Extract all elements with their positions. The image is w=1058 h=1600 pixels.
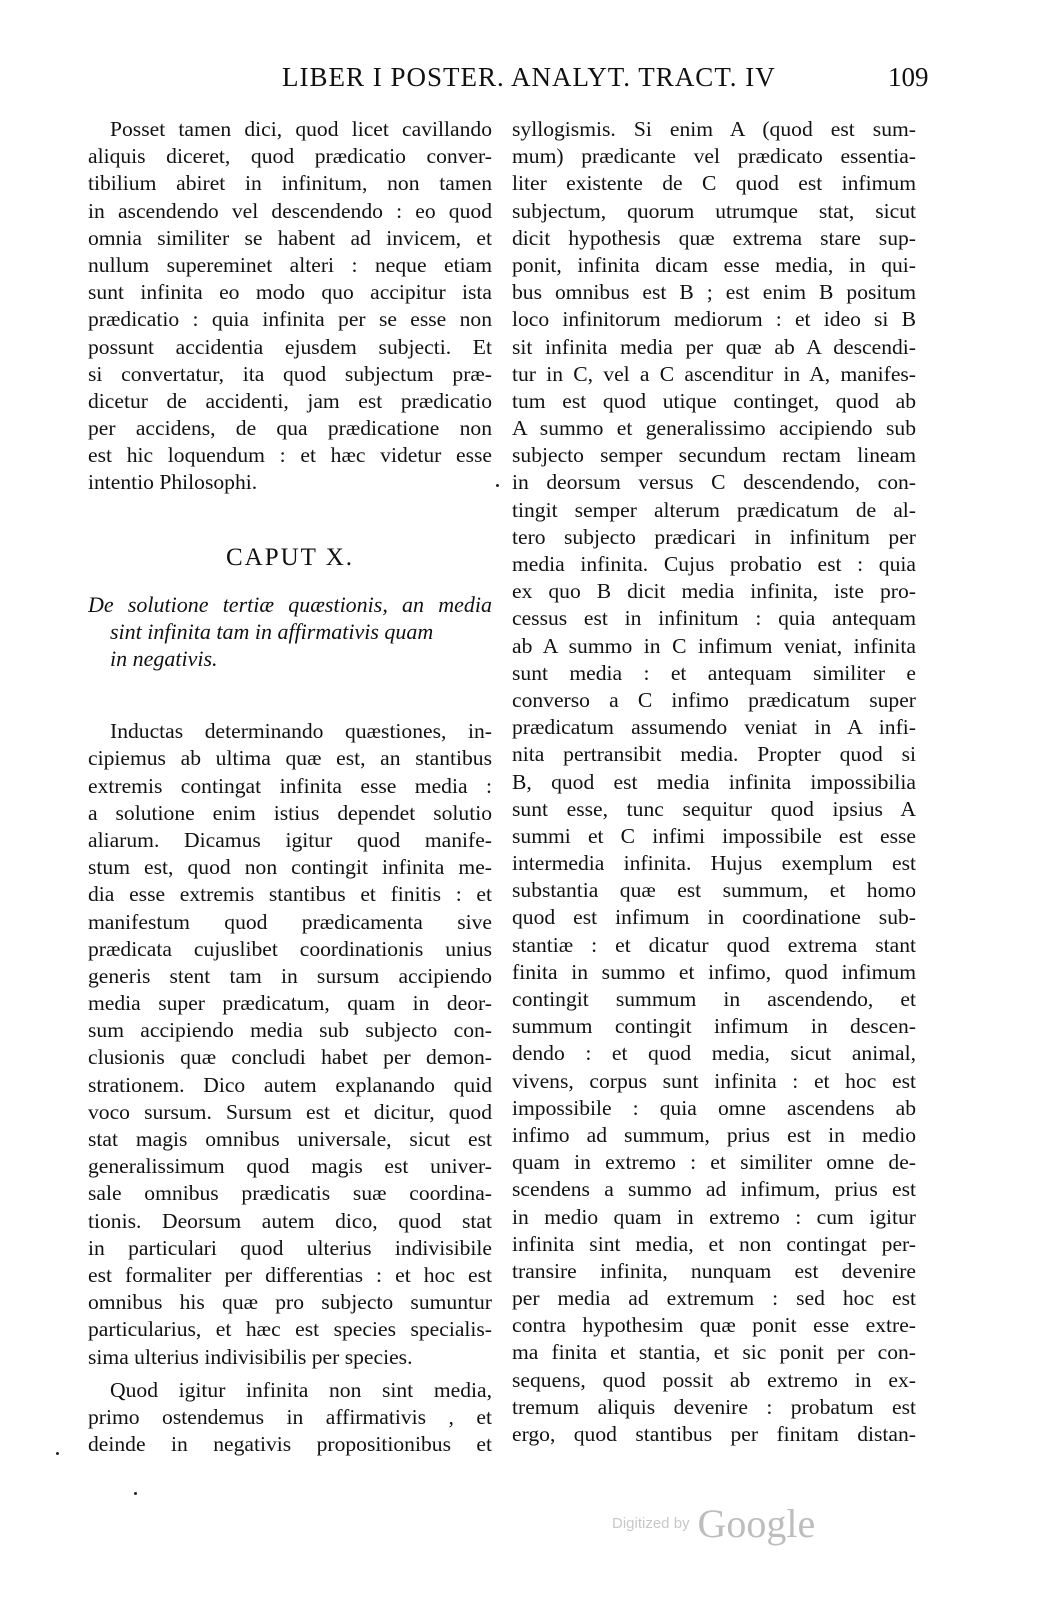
text-line: scendens a summo ad infimum, prius est [512,1177,916,1202]
left-column [88,116,492,1458]
text-line: nita pertransibit media. Propter quod si [512,742,916,767]
paragraph-continued [512,116,916,1448]
text-line: tingit semper alterum prædicatum de al- [512,497,916,522]
google-logo: Google [697,1501,816,1546]
text-line: summi et C infimi impossibile est esse [512,823,916,848]
subtitle-line: sint infinita tam in affirmativis quam [110,618,434,644]
text-line: ab A summo in C infimum veniat, infinita [512,633,916,658]
text-line: dicit hypothesis quæ extrema stare sup- [512,225,916,250]
text-line: contingit summum in ascendendo, et [512,987,916,1011]
text-line: strationem. Dico autem explanando quid [88,1072,492,1097]
text-line: quam in extremo : et similiter omne de- [512,1150,916,1175]
text-line: in particulari quod ulterius indivisibile [88,1235,492,1260]
text-line: converso a C infimo prædicatum super [512,687,916,712]
text-line: contra hypothesim quæ ponit esse extre- [512,1313,916,1338]
text-line: ponit, infinita dicam esse media, in qui- [512,252,916,277]
text-line: in medio quam in extremo : cum igitur [512,1204,916,1229]
text-line: sunt media : et antequam similiter e [512,660,916,685]
text-line: a solutione enim istius dependet solutio [88,800,492,825]
text-line: intentio Philosophi. [88,470,258,495]
text-line: subjecto semper secundum rectam lineam [512,443,916,468]
text-line: prædicatio : quia infinita per se esse non [88,307,492,332]
paragraph-3 [88,1377,492,1459]
text-line: summum contingit infimum in descen- [512,1014,916,1039]
text-line: media infinita. Cujus probatio est : quia [512,552,916,576]
text-line: per accidens, de qua prædicatione non [88,416,492,441]
text-line: particularius, et hæc est species specialis- [88,1317,492,1342]
text-line: impossibile : quia omne ascendens ab [512,1095,916,1120]
text-line: dia esse extremis stantibus et finitis : et [88,882,492,907]
text-line: aliquis diceret, quod prædicatio conver- [88,144,492,169]
text-line: ergo, quod stantibus per finitam distan- [512,1422,916,1446]
text-line: media super prædicatum, quam in deor- [88,991,492,1016]
text-line: est formaliter per differentias : et hoc est [88,1262,492,1287]
text-line: bus omnibus est B ; est enim B positum [512,280,916,305]
text-line: ex quo B dicit media infinita, iste pro- [512,579,916,604]
text-line: aliarum. Dicamus igitur quod manife- [88,827,492,852]
text-line: subjectum, quorum utrumque stat, sicut [512,198,916,223]
text-line: Posset tamen dici, quod licet cavillando [110,117,492,141]
text-line: transire infinita, nunquam est devenire [512,1258,916,1283]
text-line: liter existente de C quod est infimum [512,171,916,196]
text-line: tibilium abiret in infinitum, non tamen [88,171,492,196]
text-line: tionis. Deorsum autem dico, quod stat [88,1208,492,1233]
text-line: Inductas determinando quæstiones, in- [110,719,492,744]
text-line: si convertatur, ita quod subjectum præ- [88,361,492,386]
chapter-subtitle [88,591,492,673]
text-line: in ascendendo vel descendendo : eo quod [88,198,492,223]
text-line: in deorsum versus C descendendo, con- [512,470,916,495]
text-line: cipiemus ab ultima quæ est, an stantibus [88,746,492,771]
text-line: mum) prædicante vel prædicato essentia- [512,144,916,169]
text-line: sunt esse, tunc sequitur quod ipsius A [512,796,916,821]
text-line: voco sursum. Sursum est et dicitur, quod [88,1099,492,1124]
text-line: extremis contingat infinita esse media : [88,773,492,798]
text-line: manifestum quod prædicamenta sive [88,909,492,934]
text-line: syllogismis. Si enim A (quod est sum- [512,117,916,141]
text-line: tremum aliquis devenire : probatum est [512,1394,916,1419]
text-line: nullum supereminet alteri : neque etiam [88,252,492,277]
text-line: sum accipiendo media sub subjecto con- [88,1018,492,1043]
text-line: B, quod est media infinita impossibilia [512,769,916,794]
text-line: prædicatum assumendo veniat in A infi- [512,715,916,740]
text-line: sima ulterius indivisibilis per species. [88,1344,413,1369]
ink-speck [56,1452,59,1455]
text-line: dendo : et quod media, sicut animal, [512,1041,916,1066]
text-line: sit infinita media per quæ ab A descendi- [512,334,916,359]
text-line: per media ad extremum : sed hoc est [512,1286,916,1311]
text-line: est hic loquendum : et hæc videtur esse [88,443,492,468]
text-line: tero subjecto prædicari in infinitum per [512,524,916,549]
text-line: quod est infimum in coordinatione sub- [512,905,916,930]
text-line: generis stent tam in sursum accipiendo [88,963,492,988]
text-line: Quod igitur infinita non sint media, [110,1377,492,1402]
ink-speck [496,484,499,487]
text-line: vivens, corpus sunt infinita : et hoc est [512,1068,916,1093]
text-line: infinita sint media, et non contingat per- [512,1231,916,1256]
text-line: tur in C, vel a C ascenditur in A, manifes- [512,361,916,386]
text-line: A summo et generalissimo accipiendo sub [512,416,916,441]
text-line: stum est, quod non contingit infinita me- [88,855,492,880]
text-line: infimo ad summum, prius est in medio [512,1122,916,1147]
text-line: cessus est in infinitum : quia antequam [512,606,916,631]
ink-speck [134,1492,137,1495]
text-line: generalissimum quod magis est univer- [88,1154,492,1179]
watermark-prefix: Digitized by [612,1515,690,1532]
right-column [512,116,916,1448]
page-number: 109 [888,62,929,92]
chapter-heading: CAPUT X. [225,543,355,571]
text-line: finita in summo et infimo, quod infimum [512,959,916,984]
digitized-by-google-watermark [612,1500,815,1547]
text-line: intermedia infinita. Hujus exemplum est [512,851,916,876]
text-line: dicetur de accidenti, jam est prædicatio [88,388,492,413]
paragraph-2 [88,718,492,1371]
text-line: omnibus his quæ pro subjecto sumuntur [88,1290,492,1315]
subtitle-line: De solutione tertiæ quæstionis, an media [88,591,492,617]
text-line: deinde in negativis propositionibus et [88,1432,492,1457]
text-line: stat magis omnibus universale, sicut est [88,1127,492,1151]
text-line: clusionis quæ concludi habet per demon- [88,1045,492,1070]
text-line: primo ostendemus in affirmativis , et [88,1404,492,1429]
running-head-title: LIBER I POSTER. ANALYT. TRACT. IV [282,62,776,92]
text-line: sale omnibus prædicatis suæ coordina- [88,1181,492,1206]
paragraph-1 [88,116,492,497]
text-line: omnia similiter se habent ad invicem, et [88,225,492,250]
subtitle-line: in negativis. [110,646,218,671]
text-line: sunt infinita eo modo quo accipitur ista [88,280,492,305]
text-line: sequens, quod possit ab extremo in ex- [512,1367,916,1392]
text-line: prædicata cujuslibet coordinationis unius [88,936,492,961]
text-line: ma finita et stantia, et sic ponit per con- [512,1340,916,1365]
running-header [0,62,1058,96]
text-line: substantia quæ est summum, et homo [512,878,916,903]
text-line: stantiæ : et dicatur quod extrema stant [512,932,916,957]
text-line: loco infinitorum mediorum : et ideo si B [512,307,916,332]
text-line: tum est quod utique continget, quod ab [512,388,916,413]
text-line: possunt accidentia ejusdem subjecti. Et [88,334,492,359]
